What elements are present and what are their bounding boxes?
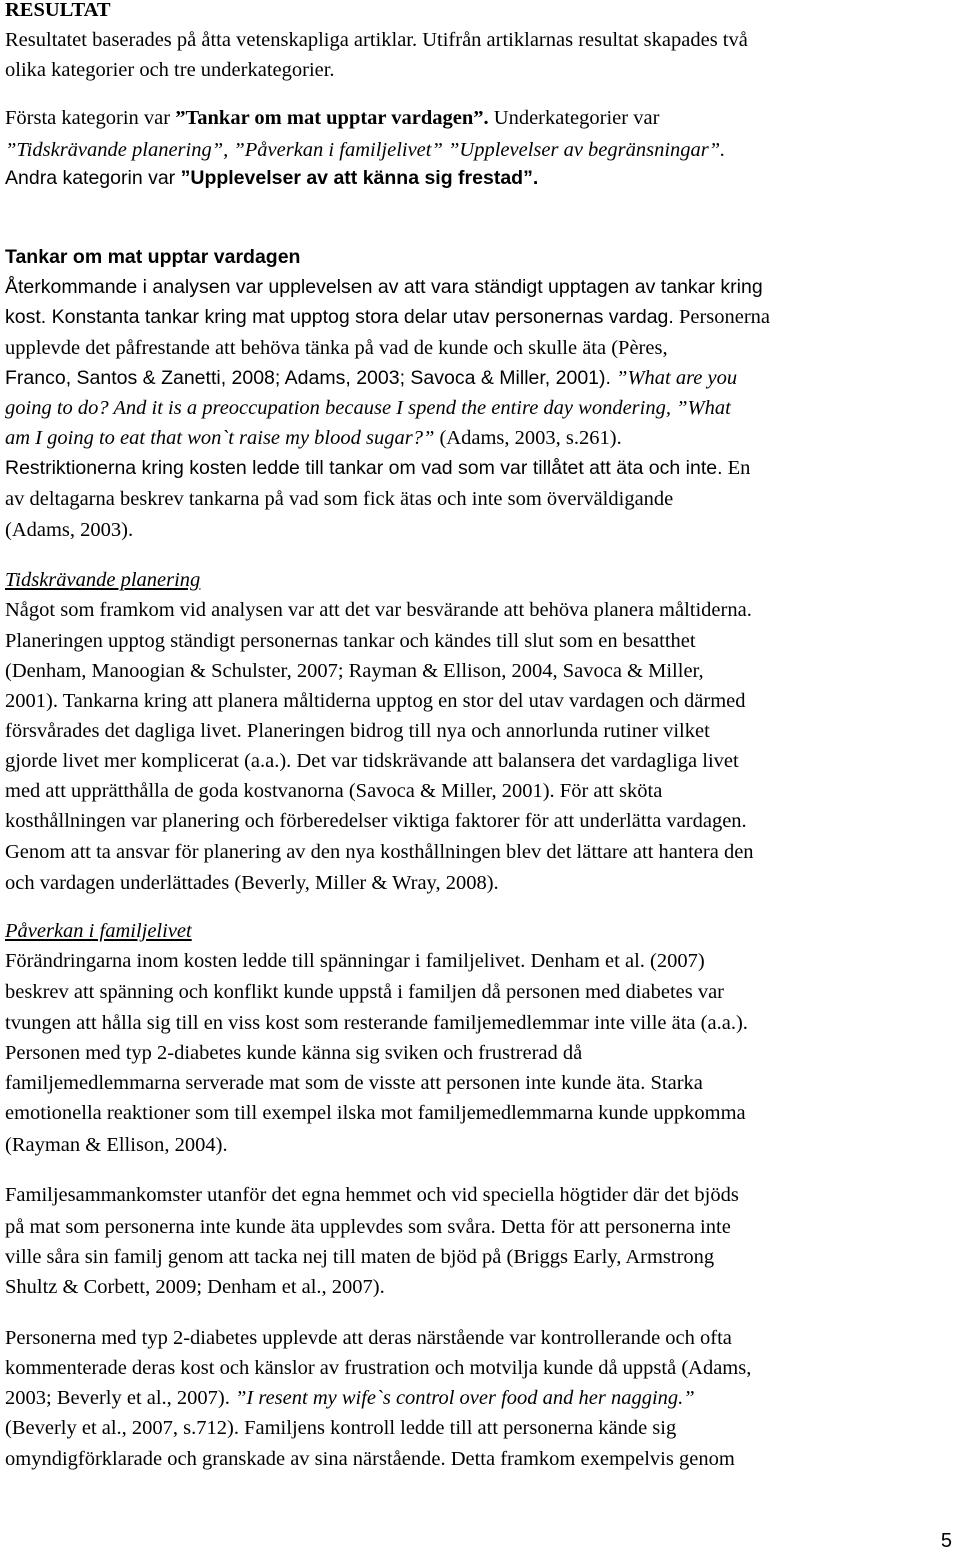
- text-line: [5, 837, 754, 867]
- text-line: [5, 746, 739, 776]
- text-run: ”I resent my wife`s control over food and her nagging.”: [235, 1387, 695, 1409]
- text-line: [5, 1323, 732, 1353]
- text-line: [5, 1413, 676, 1443]
- text-run: Underkategorier var: [488, 107, 660, 129]
- text-run: omyndigförklarade och granskade av sina närstående. Detta framkom exempelvis genom: [5, 1448, 735, 1470]
- text-line: [5, 868, 499, 898]
- text-run: ”Upplevelser av att känna sig frestad”.: [180, 167, 539, 189]
- text-line: [5, 1444, 735, 1474]
- text-run: Restriktionerna kring kosten ledde till tankar om vad som var tillåtet att äta och inte.: [5, 457, 723, 479]
- text-run: Återkommande i analysen var upplevelsen av att vara ständigt upptagen av tankar kring: [5, 276, 763, 298]
- text-run: med att upprätthålla de goda kostvanorna (Savoca & Miller, 2001). För att sköta: [5, 780, 663, 802]
- text-line: [5, 1068, 703, 1098]
- text-line: [5, 1098, 746, 1128]
- text-run: Första kategorin var: [5, 107, 176, 129]
- text-line: [5, 565, 200, 595]
- text-line: [5, 1180, 739, 1210]
- page-number: 5: [940, 1530, 952, 1552]
- text-run: familjemedlemmarna serverade mat som de visste att personen inte kunde äta. Starka: [5, 1072, 703, 1094]
- text-run: Påverkan i familjelivet: [5, 920, 192, 942]
- text-run: Förändringarna inom kosten ledde till spänningar i familjelivet. Denham et al. (2007): [5, 950, 705, 972]
- text-run: Tankar om mat upptar vardagen: [5, 246, 301, 268]
- text-run: ”Tankar om mat upptar vardagen”.: [175, 107, 489, 129]
- text-line: [5, 484, 673, 514]
- text-run: på mat som personerna inte kunde äta upplevdes som svåra. Detta för att personerna inte: [5, 1216, 731, 1238]
- text-run: am I going to eat that won`t raise my blood sugar?”: [5, 427, 435, 449]
- text-line: [5, 135, 725, 165]
- text-run: (Adams, 2003).: [5, 519, 134, 541]
- text-run: Tidskrävande planering: [5, 569, 201, 591]
- text-run: beskrev att spänning och konflikt kunde uppstå i familjen då personen med diabetes var: [5, 981, 725, 1003]
- text-line: [5, 1272, 385, 1302]
- text-line: [5, 272, 763, 302]
- text-line: [5, 242, 300, 272]
- text-run: Personerna: [673, 306, 771, 328]
- text-run: Familjesammankomster utanför det egna hemmet och vid speciella högtider där det bjöds: [5, 1184, 739, 1206]
- text-line: [5, 423, 622, 453]
- text-run: kost. Konstanta tankar kring mat upptog stora delar utav personernas vardag.: [5, 306, 674, 328]
- text-line: [5, 302, 770, 332]
- text-run: going to do? And it is a preoccupation because I spend the entire day wondering, ”What: [5, 397, 731, 419]
- text-run: Genom att ta ansvar för planering av den nya kosthållningen blev det lättare att hantera den: [5, 841, 754, 863]
- text-run: Resultatet baserades på åtta vetenskapliga artiklar. Utifrån artiklarnas resultat skapades två: [5, 29, 748, 51]
- text-run: (Beverly et al., 2007, s.712). Familjens kontroll ledde till att personerna kände sig: [5, 1417, 677, 1439]
- text-run: 2003; Beverly et al., 2007).: [5, 1387, 236, 1409]
- text-line: [5, 1353, 751, 1383]
- text-run: Personen med typ 2-diabetes kunde känna sig sviken och frustrerad då: [5, 1042, 583, 1064]
- text-run: Något som framkom vid analysen var att det var besvärande att behöva planera måltiderna.: [5, 599, 752, 621]
- text-line: [5, 1212, 731, 1242]
- text-line: [5, 716, 710, 746]
- text-line: [5, 393, 731, 423]
- text-line: [5, 977, 724, 1007]
- text-run: En: [722, 457, 751, 479]
- text-line: [5, 1383, 695, 1413]
- text-line: [5, 453, 750, 483]
- section-heading: RESULTAT: [5, 0, 111, 21]
- text-line: [5, 1038, 582, 1068]
- text-line: [5, 333, 668, 363]
- text-run: ”Tidskrävande planering”, ”Påverkan i familjelivet” ”Upplevelser av begränsningar”.: [5, 139, 726, 161]
- text-line: [5, 25, 748, 55]
- text-line: [5, 806, 747, 836]
- text-line: [5, 515, 133, 545]
- text-run: Planeringen upptog ständigt personernas tankar och kändes till slut som en besatthet: [5, 630, 696, 652]
- text-line: [5, 946, 705, 976]
- text-run: ville såra sin familj genom att tacka nej till maten de bjöd på (Briggs Early, Armstrong: [5, 1246, 715, 1268]
- text-run: upplevde det påfrestande att behöva tänka på vad de kunde och skulle äta (Pères,: [5, 337, 668, 359]
- text-run: emotionella reaktioner som till exempel ilska mot familjemedlemmarna kunde uppkomma: [5, 1102, 746, 1124]
- text-line: [5, 595, 752, 625]
- text-run: 2001). Tankarna kring att planera måltiderna upptog en stor del utav vardagen och därmed: [5, 690, 746, 712]
- text-run: av deltagarna beskrev tankarna på vad som fick ätas och inte som överväldigande: [5, 488, 674, 510]
- text-line: [5, 55, 335, 85]
- text-line: [5, 1130, 228, 1160]
- text-run: och vardagen underlättades (Beverly, Miller & Wray, 2008).: [5, 872, 499, 894]
- text-run: ”What are you: [610, 367, 738, 389]
- text-run: kommenterade deras kost och känslor av frustration och motvilja kunde då uppstå (Adams,: [5, 1357, 752, 1379]
- text-run: försvårades det dagliga livet. Planeringen bidrog till nya och annorlunda rutiner vilket: [5, 720, 710, 742]
- text-line: [5, 776, 662, 806]
- text-run: Andra kategorin var: [5, 167, 181, 189]
- text-run: olika kategorier och tre underkategorier.: [5, 59, 335, 81]
- text-run: tvungen att hålla sig till en viss kost som resterande familjemedlemmar inte ville äta (a.a.).: [5, 1012, 748, 1034]
- text-run: Shultz & Corbett, 2009; Denham et al., 2007).: [5, 1276, 385, 1298]
- text-line: [5, 363, 737, 393]
- text-line: [5, 163, 538, 193]
- text-line: [5, 103, 659, 133]
- text-line: [5, 626, 696, 656]
- text-run: gjorde livet mer komplicerat (a.a.). Det var tidskrävande att balansera det vardagliga livet: [5, 750, 739, 772]
- text-run: (Rayman & Ellison, 2004).: [5, 1134, 228, 1156]
- text-run: (Adams, 2003, s.261).: [434, 427, 622, 449]
- text-line: [5, 1242, 714, 1272]
- text-run: Franco, Santos & Zanetti, 2008; Adams, 2003; Savoca & Miller, 2001).: [5, 367, 611, 389]
- text-run: Personerna med typ 2-diabetes upplevde att deras närstående var kontrollerande och ofta: [5, 1327, 732, 1349]
- text-line: [5, 656, 704, 686]
- text-run: (Denham, Manoogian & Schulster, 2007; Rayman & Ellison, 2004, Savoca & Miller,: [5, 660, 704, 682]
- text-run: kosthållningen var planering och förberedelser viktiga faktorer för att underlätta vardagen.: [5, 810, 747, 832]
- text-line: [5, 686, 745, 716]
- text-line: [5, 1008, 748, 1038]
- text-line: [5, 916, 192, 946]
